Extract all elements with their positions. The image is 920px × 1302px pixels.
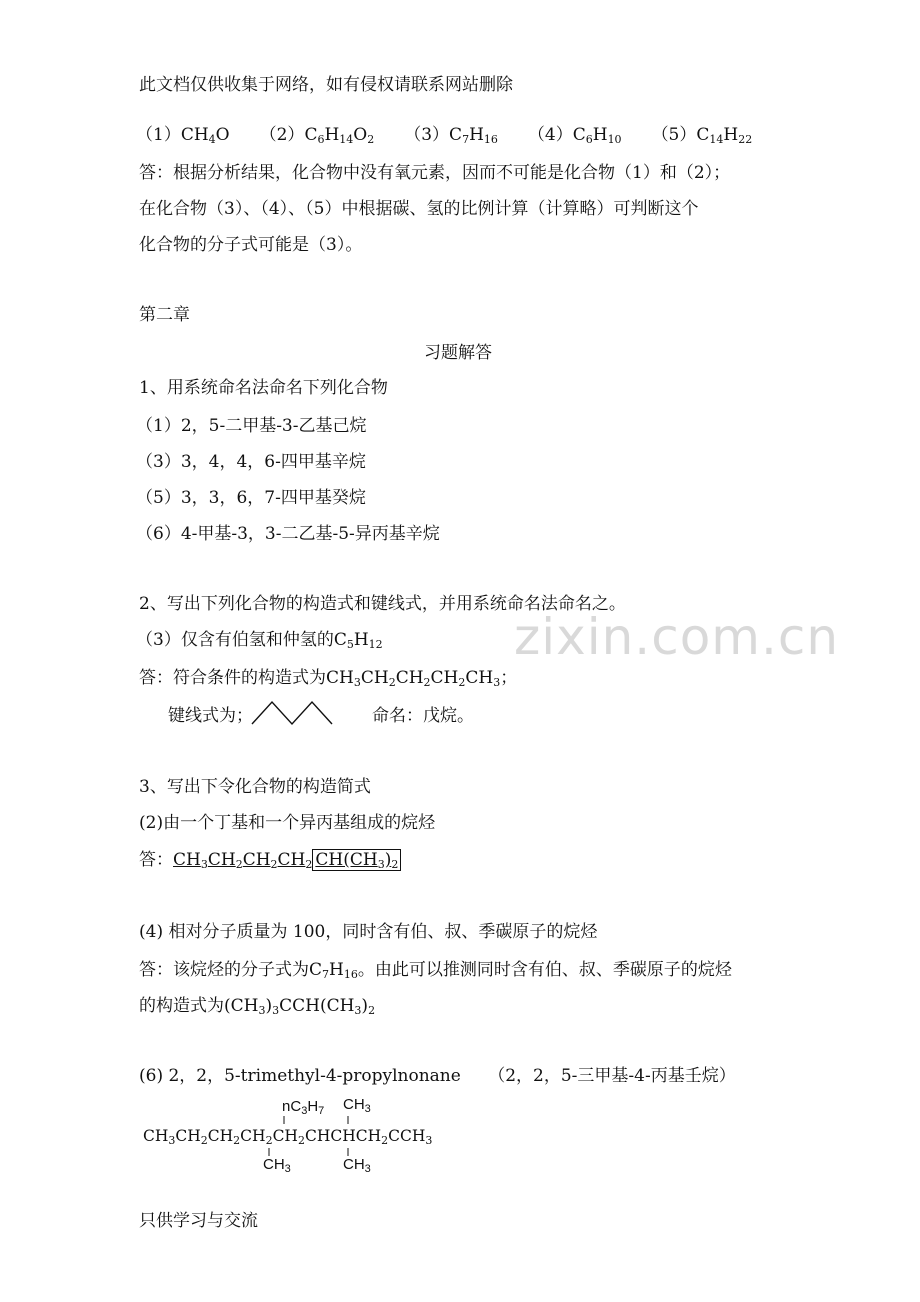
q6-substituent-methyl-bottom-1: $CH_3$ — [263, 1156, 291, 1175]
question-1-items — [136, 408, 440, 552]
q4-line-1-suffix: 。由此可以推测同时含有伯、叔、季碳原子的烷烃 — [357, 960, 732, 980]
formula-item — [404, 120, 498, 145]
formula-label: （2） — [259, 125, 305, 145]
formula-item — [136, 120, 230, 145]
question-3-title: 3、写出下令化合物的构造简式 — [139, 777, 371, 797]
bond-line-label: 键线式为； — [168, 706, 253, 726]
q1-item-1: （1）2，5-二甲基-3-乙基己烷 — [136, 416, 367, 436]
question-2-sub — [136, 625, 383, 650]
question-3-answer — [139, 845, 401, 870]
formula-item — [528, 120, 622, 145]
q6-chinese-name: （2，2，5-三甲基-4-丙基壬烷） — [488, 1066, 736, 1086]
section-title: 习题解答 — [424, 343, 492, 363]
q2-answer-prefix: 答：符合条件的构造式为 — [139, 668, 326, 688]
q2-sub-formula: $C_5H_{12}$ — [333, 630, 383, 651]
q1-item-3: （3）3，4，4，6-四甲基辛烷 — [136, 452, 366, 472]
q1-item-6: （6）4-甲基-3，3-二乙基-5-异丙基辛烷 — [136, 524, 440, 544]
question-4-title: (4) 相对分子质量为 100，同时含有伯、叔、季碳原子的烷烃 — [139, 922, 598, 942]
q6-substituent-methyl-top: $CH_3$ — [343, 1096, 371, 1115]
question-2-title: 2、写出下列化合物的构造式和键线式，并用系统命名法命名之。 — [139, 594, 626, 614]
q2-answer-formula: $CH_3CH_2CH_2CH_2CH_3$ — [326, 668, 501, 689]
page-footer: 只供学习与交流 — [139, 1211, 258, 1231]
q3-answer-part-2-boxed: $CH(CH_3)_2$ — [312, 849, 401, 871]
question-6-title — [139, 1061, 736, 1086]
formula-item — [260, 120, 375, 145]
answer-1 — [139, 155, 730, 263]
chapter-heading: 第二章 — [139, 305, 190, 325]
q3-answer-prefix: 答： — [139, 850, 173, 870]
page-header: 此文档仅供收集于网络，如有侵权请联系网站删除 — [139, 75, 513, 95]
question-4-answer — [139, 952, 732, 1024]
formula-label: （4） — [527, 125, 573, 145]
answer-1-line-1: 答：根据分析结果，化合物中没有氧元素，因而不可能是化合物（1）和（2）； — [139, 163, 731, 183]
q4-line-2-prefix: 的构造式为 — [139, 996, 224, 1016]
formula-label: （5） — [651, 125, 697, 145]
pentane-skeletal-formula — [250, 696, 336, 728]
question-2-answer — [139, 663, 517, 688]
q6-substituent-npropyl: $nC_3H_7$ — [282, 1098, 325, 1117]
name-label: 命名：戊烷。 — [372, 706, 474, 726]
q2-sub-prefix: （3）仅含有伯氢和仲氢的 — [136, 630, 334, 650]
q6-substituent-methyl-bottom-2: $CH_3$ — [343, 1156, 371, 1175]
formula-label: （3） — [404, 125, 450, 145]
formula-label: （1） — [136, 125, 181, 145]
formula-item — [652, 120, 753, 145]
formula-value: $C_{14}H_{22}$ — [696, 125, 753, 146]
answer-1-line-3: 化合物的分子式可能是（3）。 — [139, 235, 363, 255]
formula-value: $C_6H_{14}O_2$ — [304, 125, 375, 146]
q4-line-2-formula: $(CH_3)_3CCH(CH_3)_2$ — [224, 996, 376, 1017]
q4-line-1-formula: $C_7H_{16}$ — [309, 960, 358, 981]
formula-value: $C_6H_{10}$ — [572, 125, 622, 146]
q6-main-chain: $CH_3CH_2CH_2CH_2CH_2CHCHCH_2CCH_3$ — [143, 1127, 433, 1147]
answer-1-line-2: 在化合物（3）、（4）、（5）中根据碳、氢的比例计算（计算略）可判断这个 — [139, 199, 699, 219]
q4-line-1-prefix: 答：该烷烃的分子式为 — [139, 960, 309, 980]
q2-answer-suffix: ； — [500, 668, 518, 688]
q1-item-5: （5）3，3，6，7-四甲基癸烷 — [136, 488, 366, 508]
question-1-title: 1、用系统命名法命名下列化合物 — [139, 378, 388, 398]
watermark: zixin.com.cn — [514, 608, 840, 666]
formula-value: $C_7H_{16}$ — [449, 125, 498, 146]
question-3-sub: (2)由一个丁基和一个异丙基组成的烷烃 — [139, 813, 436, 833]
q6-english-name: (6) 2，2，5-trimethyl-4-propylnonane — [139, 1066, 461, 1086]
formula-value: $CH_4O$ — [180, 125, 230, 146]
q3-answer-part-1: $CH_3CH_2CH_2CH_2$ — [173, 850, 313, 871]
q4-answer-line-2 — [139, 988, 732, 1024]
formula-list — [136, 120, 782, 146]
q4-answer-line-1 — [139, 952, 732, 988]
